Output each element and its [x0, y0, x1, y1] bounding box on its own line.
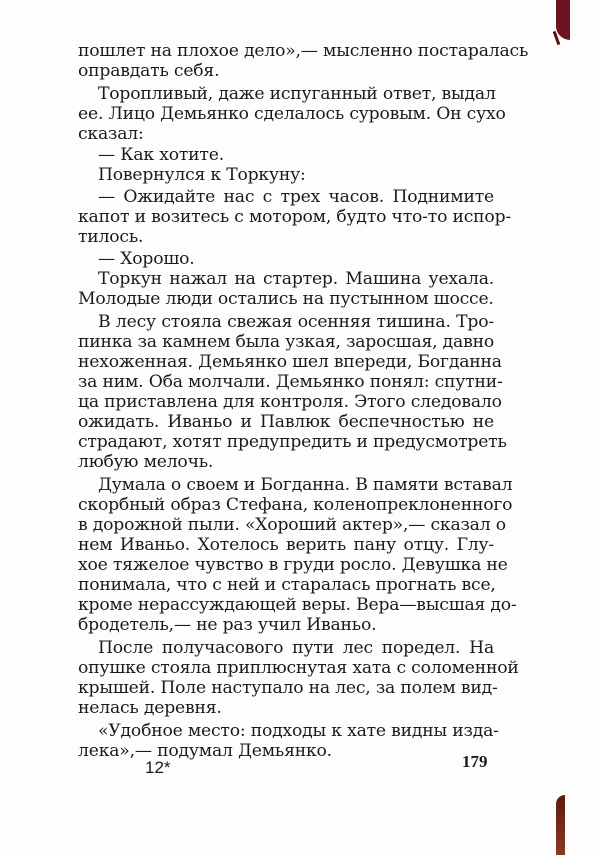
signature-mark: 12*	[145, 758, 171, 777]
text-line: Думала о своем и Богданна. В памяти вставал	[98, 475, 513, 495]
text-line: лека»,— подумал Демьянко.	[78, 741, 332, 761]
book-cover-edge-bottom	[556, 795, 565, 855]
text-line: В лесу стояла свежая осенняя тишина. Тро-	[98, 312, 494, 332]
text-line: После получасового пути лес поредел. На	[98, 638, 494, 658]
text-line: капот и возитесь с мотором, будто что-то испор-	[78, 207, 511, 227]
text-line: нелась деревня.	[78, 698, 222, 718]
text-line: тилось.	[78, 227, 144, 247]
text-line: кроме нерассуждающей веры. Вера—высшая до-	[78, 595, 517, 615]
text-line: в дорожной пыли. «Хороший актер»,— сказал о	[78, 515, 506, 535]
text-line: ца приставлена для контроля. Этого следовало	[78, 392, 502, 412]
text-line: нехоженная. Демьянко шел впереди, Богданна	[78, 352, 502, 372]
text-line: Торкун нажал на стартер. Машина уехала.	[98, 269, 494, 289]
text-line: понимала, что с ней и старалась прогнать все,	[78, 575, 496, 595]
text-line: сказал:	[78, 124, 144, 144]
text-line: «Удобное место: подходы к хате видны изда-	[98, 721, 499, 741]
text-line: скорбный образ Стефана, коленопреклоненного	[78, 495, 513, 515]
text-line: Торопливый, даже испуганный ответ, выдал	[98, 84, 496, 104]
text-line: любую мелочь.	[78, 452, 214, 472]
text-line: — Хорошо.	[98, 249, 195, 269]
text-line: Повернулся к Торкуну:	[98, 165, 306, 185]
book-cover-edge-top	[556, 0, 570, 40]
text-line: ожидать. Иваньо и Павлюк беспечностью не	[78, 412, 494, 432]
text-line: — Ожидайте нас с трех часов. Поднимите	[98, 187, 494, 207]
text-line: хое тяжелое чувство в груди росло. Девушка не	[78, 555, 508, 575]
text-line: ее. Лицо Демьянко сделалось суровым. Он сухо	[78, 104, 506, 124]
page-number: 179	[462, 752, 488, 771]
text-line: Молодые люди остались на пустынном шоссе.	[78, 289, 494, 309]
text-line: нем Иваньо. Хотелось верить пану отцу. Глу-	[78, 535, 494, 555]
text-line: пошлет на плохое дело»,— мысленно постаралась	[78, 41, 529, 61]
text-line: опушке стояла приплюснутая хата с соломенной	[78, 658, 519, 678]
text-line: бродетель,— не раз учил Иваньо.	[78, 615, 377, 635]
text-line: пинка за камнем была узкая, заросшая, давно	[78, 332, 494, 352]
text-line: страдают, хотят предупредить и предусмотреть	[78, 432, 507, 452]
text-line: крышей. Поле наступало на лес, за полем вид-	[78, 678, 498, 698]
text-line: — Как хотите.	[98, 145, 224, 165]
text-line: оправдать себя.	[78, 61, 220, 81]
text-line: за ним. Оба молчали. Демьянко понял: спутни-	[78, 372, 503, 392]
